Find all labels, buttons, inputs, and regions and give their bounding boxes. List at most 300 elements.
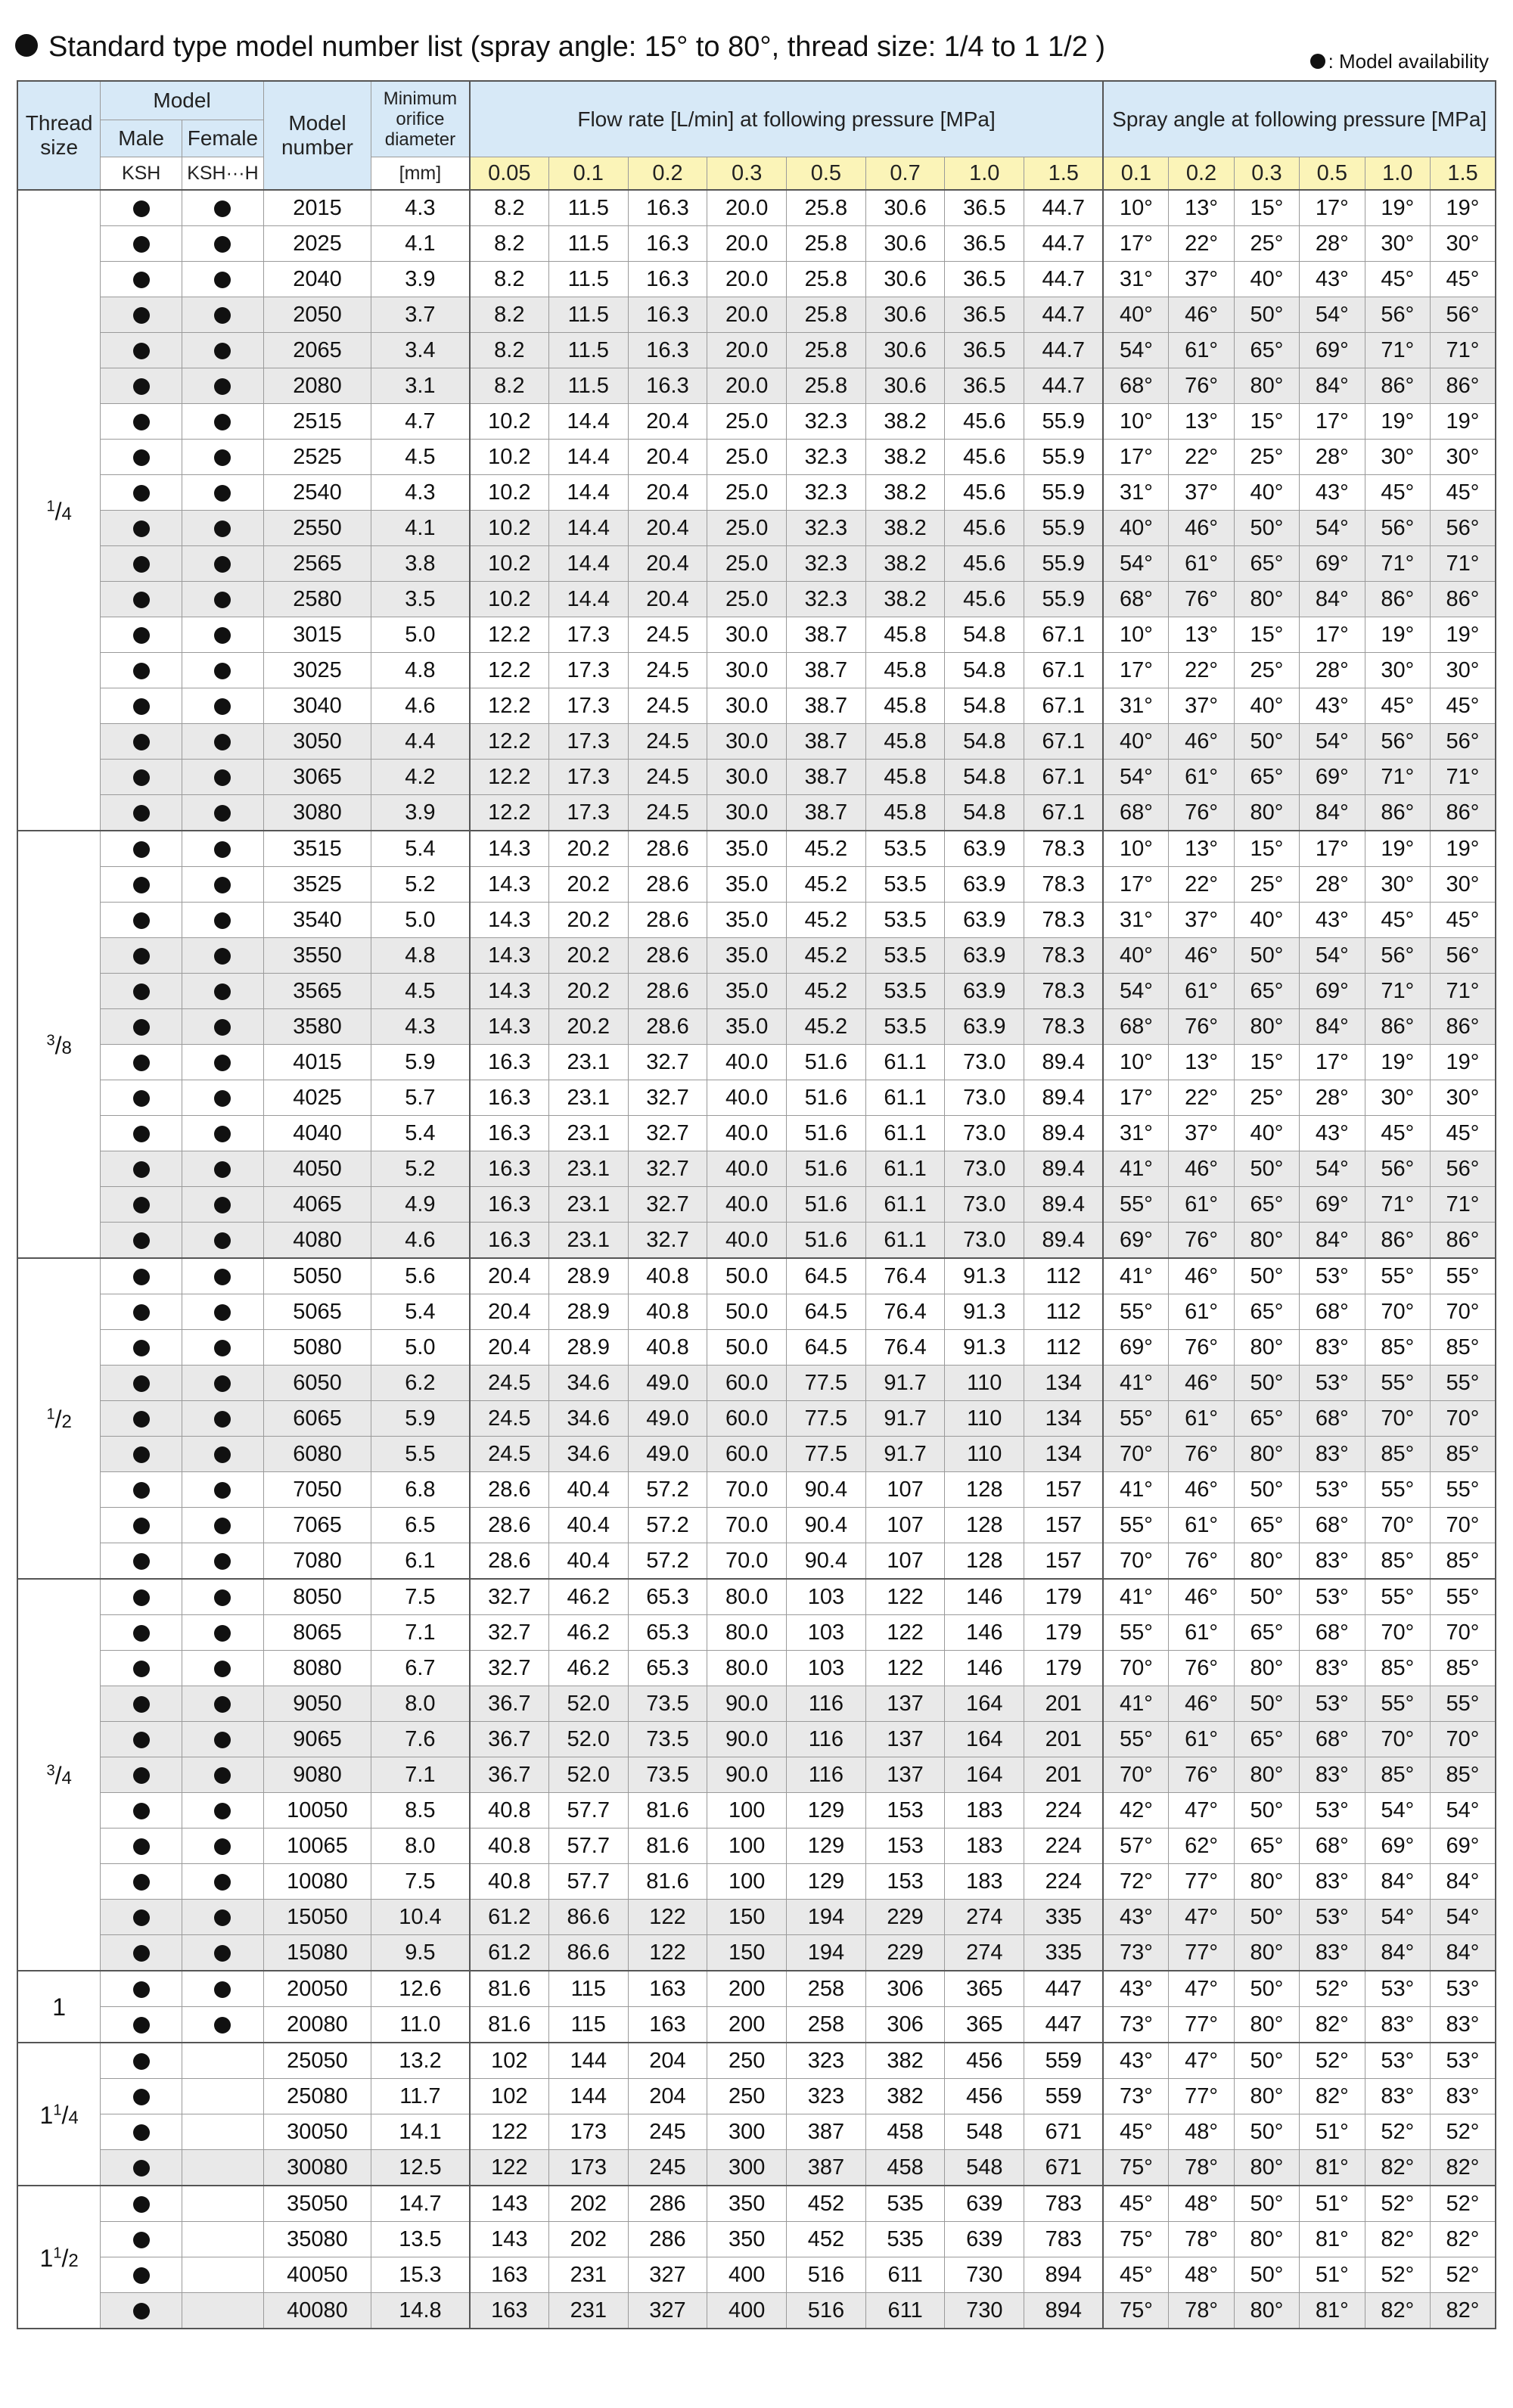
- page-title-text: Standard type model number list (spray angle: 15° to 80°, thread size: 1/4 to 1 1/2 ): [48, 31, 1106, 63]
- availability-dot-icon: [214, 663, 231, 679]
- flow-rate-cell: 103: [787, 1651, 866, 1686]
- orifice-cell: 4.9: [371, 1187, 470, 1223]
- flow-rate-cell: 20.2: [548, 1009, 628, 1045]
- flow-rate-cell: 387: [787, 2114, 866, 2150]
- flow-rate-cell: 91.7: [865, 1401, 945, 1437]
- male-availability-cell: [101, 1366, 182, 1401]
- flow-rate-cell: 163: [628, 2007, 707, 2043]
- orifice-cell: 6.8: [371, 1472, 470, 1508]
- flow-rate-cell: 202: [548, 2222, 628, 2257]
- spray-angle-cell: 81°: [1300, 2150, 1365, 2186]
- table-row: [17, 1686, 1496, 1722]
- flow-rate-cell: 36.5: [945, 333, 1024, 368]
- flow-rate-cell: 25.8: [787, 368, 866, 404]
- flow-rate-cell: 365: [945, 2007, 1024, 2043]
- flow-rate-cell: 45.2: [787, 867, 866, 903]
- flow-rate-cell: 73.5: [628, 1757, 707, 1793]
- spray-angle-cell: 84°: [1300, 795, 1365, 831]
- spray-angle-cell: 25°: [1234, 1080, 1299, 1116]
- spray-angle-cell: 37°: [1169, 688, 1234, 724]
- spray-angle-cell: 50°: [1234, 1686, 1299, 1722]
- flow-rate-cell: 50.0: [707, 1258, 787, 1294]
- flow-rate-cell: 63.9: [945, 867, 1024, 903]
- header-flow-rate: Flow rate [L/min] at following pressure [MPa]: [470, 81, 1104, 157]
- model-number-cell: 6050: [263, 1366, 371, 1401]
- thread-size-cell: $^1$/4: [17, 190, 101, 831]
- table-row: [17, 867, 1496, 903]
- thread-size-cell: $1^1/2$: [17, 2186, 101, 2329]
- spray-angle-cell: 19°: [1365, 617, 1430, 653]
- flow-rate-cell: 300: [707, 2150, 787, 2186]
- flow-rate-cell: 365: [945, 1971, 1024, 2007]
- flow-rate-cell: 20.4: [470, 1330, 549, 1366]
- flow-rate-cell: 81.6: [628, 1793, 707, 1829]
- flow-rate-cell: 115: [548, 2007, 628, 2043]
- flow-rate-cell: 63.9: [945, 974, 1024, 1009]
- flow-rate-cell: 14.4: [548, 582, 628, 617]
- spray-angle-cell: 25°: [1234, 440, 1299, 475]
- page-title: [15, 26, 1105, 68]
- availability-dot-icon: [133, 1838, 150, 1855]
- table-row: [17, 1864, 1496, 1900]
- male-availability-cell: [101, 1080, 182, 1116]
- flow-rate-cell: 78.3: [1024, 831, 1104, 867]
- spray-angle-cell: 55°: [1365, 1579, 1430, 1615]
- orifice-cell: 3.5: [371, 582, 470, 617]
- flow-rate-cell: 91.3: [945, 1258, 1024, 1294]
- flow-rate-cell: 73.0: [945, 1223, 1024, 1259]
- model-number-cell: 2540: [263, 475, 371, 511]
- spray-angle-cell: 85°: [1430, 1651, 1496, 1686]
- spray-angle-cell: 17°: [1103, 440, 1168, 475]
- male-availability-cell: [101, 974, 182, 1009]
- availability-dot-icon: [214, 912, 231, 929]
- availability-dot-icon: [133, 948, 150, 965]
- orifice-cell: 11.0: [371, 2007, 470, 2043]
- flow-rate-cell: 639: [945, 2222, 1024, 2257]
- flow-rate-cell: 78.3: [1024, 974, 1104, 1009]
- availability-dot-icon: [214, 1446, 231, 1463]
- flow-rate-cell: 20.2: [548, 903, 628, 938]
- male-availability-cell: [101, 2222, 182, 2257]
- spray-angle-cell: 45°: [1365, 475, 1430, 511]
- spray-angle-cell: 85°: [1365, 1651, 1430, 1686]
- male-availability-cell: [101, 1722, 182, 1757]
- spray-angle-cell: 69°: [1365, 1829, 1430, 1864]
- flow-rate-cell: 452: [787, 2186, 866, 2222]
- spray-angle-cell: 30°: [1365, 1080, 1430, 1116]
- spray-angle-cell: 54°: [1300, 511, 1365, 546]
- model-number-cell: 2065: [263, 333, 371, 368]
- orifice-cell: 4.3: [371, 190, 470, 226]
- spray-angle-cell: 80°: [1234, 1223, 1299, 1259]
- male-availability-cell: [101, 724, 182, 760]
- flow-rate-cell: 80.0: [707, 1615, 787, 1651]
- flow-rate-cell: 200: [707, 1971, 787, 2007]
- availability-dot-icon: [133, 1518, 150, 1534]
- availability-dot-icon: [214, 449, 231, 466]
- female-availability-cell: [182, 1971, 264, 2007]
- flow-rate-cell: 40.4: [548, 1472, 628, 1508]
- spray-angle-cell: 69°: [1103, 1330, 1168, 1366]
- male-availability-cell: [101, 2114, 182, 2150]
- spray-angle-cell: 17°: [1103, 653, 1168, 688]
- spray-angle-cell: 46°: [1169, 297, 1234, 333]
- flow-rate-cell: 55.9: [1024, 511, 1104, 546]
- male-availability-cell: [101, 440, 182, 475]
- spray-angle-cell: 50°: [1234, 1793, 1299, 1829]
- flow-rate-cell: 535: [865, 2222, 945, 2257]
- spray-angle-cell: 70°: [1103, 1651, 1168, 1686]
- flow-rate-cell: 183: [945, 1793, 1024, 1829]
- availability-dot-icon: [1310, 54, 1325, 69]
- model-number-cell: 3565: [263, 974, 371, 1009]
- flow-rate-cell: 23.1: [548, 1223, 628, 1259]
- flow-rate-cell: 23.1: [548, 1151, 628, 1187]
- male-availability-cell: [101, 1258, 182, 1294]
- availability-dot-icon: [133, 2196, 150, 2213]
- table-row: [17, 688, 1496, 724]
- male-availability-cell: [101, 1401, 182, 1437]
- flow-rate-cell: 40.8: [470, 1864, 549, 1900]
- flow-rate-cell: 12.2: [470, 724, 549, 760]
- flow-rate-cell: 91.3: [945, 1294, 1024, 1330]
- female-availability-cell: [182, 511, 264, 546]
- spray-angle-cell: 41°: [1103, 1579, 1168, 1615]
- model-number-cell: 35080: [263, 2222, 371, 2257]
- spray-angle-cell: 56°: [1430, 1151, 1496, 1187]
- spray-angle-cell: 50°: [1234, 1151, 1299, 1187]
- availability-dot-icon: [133, 1304, 150, 1321]
- flow-rate-cell: 86.6: [548, 1935, 628, 1971]
- flow-rate-cell: 55.9: [1024, 546, 1104, 582]
- spray-angle-cell: 15°: [1234, 617, 1299, 653]
- availability-dot-icon: [214, 414, 231, 430]
- header-spray-angle: Spray angle at following pressure [MPa]: [1103, 81, 1496, 157]
- spray-angle-cell: 80°: [1234, 1437, 1299, 1472]
- spray-angle-cell: 55°: [1103, 1401, 1168, 1437]
- male-availability-cell: [101, 1864, 182, 1900]
- flow-rate-cell: 90.4: [787, 1543, 866, 1580]
- male-availability-cell: [101, 546, 182, 582]
- spray-angle-cell: 62°: [1169, 1829, 1234, 1864]
- model-number-cell: 5050: [263, 1258, 371, 1294]
- flow-rate-cell: 35.0: [707, 938, 787, 974]
- orifice-cell: 5.9: [371, 1401, 470, 1437]
- spray-angle-cell: 70°: [1365, 1294, 1430, 1330]
- flow-rate-cell: 76.4: [865, 1258, 945, 1294]
- availability-dot-icon: [133, 627, 150, 644]
- availability-dot-icon: [214, 734, 231, 750]
- spray-angle-cell: 19°: [1365, 1045, 1430, 1080]
- flow-rate-cell: 16.3: [628, 368, 707, 404]
- flow-rate-cell: 20.0: [707, 297, 787, 333]
- spray-angle-cell: 65°: [1234, 760, 1299, 795]
- spray-angle-cell: 69°: [1103, 1223, 1168, 1259]
- spray-angle-cell: 55°: [1365, 1366, 1430, 1401]
- flow-rate-cell: 122: [628, 1935, 707, 1971]
- flow-rate-cell: 25.0: [707, 404, 787, 440]
- flow-rate-cell: 107: [865, 1543, 945, 1580]
- female-availability-cell: [182, 1330, 264, 1366]
- table-row: [17, 2114, 1496, 2150]
- spray-angle-cell: 40°: [1234, 903, 1299, 938]
- model-number-cell: 25050: [263, 2043, 371, 2079]
- spray-angle-cell: 56°: [1430, 297, 1496, 333]
- table-row: [17, 1722, 1496, 1757]
- spray-angle-cell: 37°: [1169, 903, 1234, 938]
- spray-angle-cell: 45°: [1430, 903, 1496, 938]
- flow-rate-cell: 639: [945, 2186, 1024, 2222]
- orifice-cell: 3.8: [371, 546, 470, 582]
- angle-pressure-header: 1.5: [1430, 157, 1496, 191]
- spray-angle-cell: 55°: [1365, 1258, 1430, 1294]
- orifice-cell: 15.3: [371, 2257, 470, 2293]
- flow-rate-cell: 57.7: [548, 1864, 628, 1900]
- female-availability-cell: [182, 1151, 264, 1187]
- spray-angle-cell: 53°: [1365, 1971, 1430, 2007]
- flow-rate-cell: 32.3: [787, 582, 866, 617]
- spray-angle-cell: 80°: [1234, 2007, 1299, 2043]
- flow-rate-cell: 14.4: [548, 404, 628, 440]
- spray-angle-cell: 54°: [1300, 724, 1365, 760]
- spray-angle-cell: 70°: [1103, 1757, 1168, 1793]
- spray-angle-cell: 43°: [1103, 1900, 1168, 1935]
- female-availability-cell: [182, 1793, 264, 1829]
- spray-angle-cell: 55°: [1430, 1686, 1496, 1722]
- flow-rate-cell: 46.2: [548, 1651, 628, 1686]
- spray-angle-cell: 22°: [1169, 1080, 1234, 1116]
- spray-angle-cell: 10°: [1103, 831, 1168, 867]
- flow-rate-cell: 30.6: [865, 190, 945, 226]
- female-availability-cell: [182, 1472, 264, 1508]
- spray-angle-cell: 30°: [1365, 440, 1430, 475]
- spray-angle-cell: 31°: [1103, 262, 1168, 297]
- flow-rate-cell: 452: [787, 2222, 866, 2257]
- flow-rate-cell: 90.4: [787, 1472, 866, 1508]
- availability-dot-icon: [214, 1553, 231, 1570]
- flow-rate-cell: 17.3: [548, 795, 628, 831]
- flow-rate-cell: 32.7: [628, 1223, 707, 1259]
- flow-rate-cell: 17.3: [548, 617, 628, 653]
- flow-rate-cell: 81.6: [470, 1971, 549, 2007]
- table-row: [17, 795, 1496, 831]
- female-availability-cell: [182, 1401, 264, 1437]
- flow-rate-cell: 25.8: [787, 297, 866, 333]
- spray-angle-cell: 73°: [1103, 1935, 1168, 1971]
- flow-rate-cell: 78.3: [1024, 867, 1104, 903]
- table-row: [17, 1187, 1496, 1223]
- orifice-cell: 11.7: [371, 2079, 470, 2114]
- flow-rate-cell: 258: [787, 2007, 866, 2043]
- flow-rate-cell: 35.0: [707, 903, 787, 938]
- orifice-cell: 7.5: [371, 1864, 470, 1900]
- flow-rate-cell: 60.0: [707, 1437, 787, 1472]
- availability-dot-icon: [214, 1945, 231, 1962]
- availability-dot-icon: [133, 343, 150, 359]
- table-row: [17, 2007, 1496, 2043]
- male-availability-cell: [101, 938, 182, 974]
- spray-angle-cell: 76°: [1169, 1223, 1234, 1259]
- legend-label: : Model availability: [1328, 50, 1489, 73]
- spray-angle-cell: 56°: [1365, 1151, 1430, 1187]
- flow-rate-cell: 70.0: [707, 1543, 787, 1580]
- spray-angle-cell: 61°: [1169, 974, 1234, 1009]
- flow-rate-cell: 73.0: [945, 1151, 1024, 1187]
- availability-dot-icon: [214, 1340, 231, 1356]
- flow-rate-cell: 150: [707, 1935, 787, 1971]
- spray-angle-cell: 19°: [1430, 617, 1496, 653]
- male-availability-cell: [101, 1757, 182, 1793]
- spray-angle-cell: 41°: [1103, 1472, 1168, 1508]
- female-availability-cell: [182, 760, 264, 795]
- flow-rate-cell: 327: [628, 2293, 707, 2329]
- spray-angle-cell: 28°: [1300, 440, 1365, 475]
- table-row: [17, 1116, 1496, 1151]
- flow-rate-cell: 35.0: [707, 1009, 787, 1045]
- spray-angle-cell: 70°: [1430, 1294, 1496, 1330]
- flow-rate-cell: 54.8: [945, 760, 1024, 795]
- flow-rate-cell: 306: [865, 1971, 945, 2007]
- flow-rate-cell: 40.0: [707, 1187, 787, 1223]
- flow-rate-cell: 45.8: [865, 617, 945, 653]
- flow-rate-cell: 103: [787, 1615, 866, 1651]
- female-availability-cell: [182, 617, 264, 653]
- male-availability-cell: [101, 1579, 182, 1615]
- flow-rate-cell: 20.2: [548, 938, 628, 974]
- spray-angle-cell: 75°: [1103, 2222, 1168, 2257]
- availability-dot-icon: [133, 1197, 150, 1213]
- flow-rate-cell: 28.6: [628, 1009, 707, 1045]
- flow-rate-cell: 559: [1024, 2079, 1104, 2114]
- availability-dot-icon: [214, 272, 231, 288]
- male-availability-cell: [101, 1330, 182, 1366]
- flow-rate-cell: 163: [470, 2257, 549, 2293]
- spray-angle-cell: 30°: [1430, 867, 1496, 903]
- availability-dot-icon: [133, 272, 150, 288]
- flow-rate-cell: 30.6: [865, 262, 945, 297]
- spray-angle-cell: 56°: [1365, 938, 1430, 974]
- model-number-cell: 10080: [263, 1864, 371, 1900]
- flow-rate-cell: 24.5: [470, 1401, 549, 1437]
- availability-dot-icon: [133, 1482, 150, 1499]
- availability-dot-icon: [214, 1232, 231, 1249]
- spray-angle-cell: 54°: [1365, 1900, 1430, 1935]
- spray-angle-cell: 82°: [1365, 2150, 1430, 2186]
- flow-rate-cell: 45.2: [787, 903, 866, 938]
- spray-angle-cell: 51°: [1300, 2114, 1365, 2150]
- flow-rate-cell: 10.2: [470, 546, 549, 582]
- availability-dot-icon: [214, 1269, 231, 1285]
- orifice-cell: 5.4: [371, 831, 470, 867]
- flow-pressure-header: 0.3: [707, 157, 787, 191]
- orifice-cell: 6.2: [371, 1366, 470, 1401]
- flow-rate-cell: 10.2: [470, 404, 549, 440]
- orifice-cell: 12.5: [371, 2150, 470, 2186]
- spray-angle-cell: 15°: [1234, 831, 1299, 867]
- flow-rate-cell: 40.0: [707, 1116, 787, 1151]
- model-number-cell: 4050: [263, 1151, 371, 1187]
- flow-pressure-header: 0.5: [787, 157, 866, 191]
- flow-rate-cell: 16.3: [470, 1151, 549, 1187]
- female-availability-cell: [182, 2222, 264, 2257]
- flow-rate-cell: 202: [548, 2186, 628, 2222]
- spray-angle-cell: 50°: [1234, 2114, 1299, 2150]
- spray-angle-cell: 51°: [1300, 2257, 1365, 2293]
- thread-size-cell: $^3$/4: [17, 1579, 101, 1971]
- orifice-cell: 13.5: [371, 2222, 470, 2257]
- flow-rate-cell: 129: [787, 1829, 866, 1864]
- flow-rate-cell: 730: [945, 2257, 1024, 2293]
- spray-angle-cell: 71°: [1430, 333, 1496, 368]
- spray-angle-cell: 50°: [1234, 1971, 1299, 2007]
- flow-pressure-header: 0.1: [548, 157, 628, 191]
- flow-rate-cell: 229: [865, 1900, 945, 1935]
- flow-rate-cell: 44.7: [1024, 190, 1104, 226]
- spray-angle-cell: 70°: [1430, 1508, 1496, 1543]
- spray-angle-cell: 86°: [1430, 1009, 1496, 1045]
- female-availability-cell: [182, 1116, 264, 1151]
- availability-dot-icon: [214, 1981, 231, 1998]
- flow-rate-cell: 57.2: [628, 1508, 707, 1543]
- flow-rate-cell: 54.8: [945, 688, 1024, 724]
- flow-rate-cell: 40.4: [548, 1543, 628, 1580]
- flow-rate-cell: 36.5: [945, 297, 1024, 333]
- flow-rate-cell: 50.0: [707, 1294, 787, 1330]
- flow-rate-cell: 32.7: [470, 1579, 549, 1615]
- flow-rate-cell: 100: [707, 1829, 787, 1864]
- flow-rate-cell: 49.0: [628, 1401, 707, 1437]
- flow-rate-cell: 45.8: [865, 760, 945, 795]
- flow-rate-cell: 231: [548, 2293, 628, 2329]
- availability-dot-icon: [133, 2017, 150, 2034]
- flow-rate-cell: 51.6: [787, 1080, 866, 1116]
- flow-rate-cell: 65.3: [628, 1615, 707, 1651]
- model-number-cell: 2025: [263, 226, 371, 262]
- flow-rate-cell: 11.5: [548, 262, 628, 297]
- flow-rate-cell: 24.5: [628, 688, 707, 724]
- flow-rate-cell: 50.0: [707, 1330, 787, 1366]
- orifice-cell: 5.4: [371, 1294, 470, 1330]
- table-row: [17, 297, 1496, 333]
- flow-rate-cell: 134: [1024, 1401, 1104, 1437]
- flow-rate-cell: 100: [707, 1793, 787, 1829]
- spray-angle-cell: 37°: [1169, 1116, 1234, 1151]
- availability-dot-icon: [133, 805, 150, 822]
- flow-rate-cell: 25.8: [787, 262, 866, 297]
- spray-angle-cell: 40°: [1234, 475, 1299, 511]
- table-row: [17, 1401, 1496, 1437]
- spray-angle-cell: 80°: [1234, 1330, 1299, 1366]
- male-availability-cell: [101, 1543, 182, 1580]
- spray-angle-cell: 84°: [1300, 368, 1365, 404]
- flow-rate-cell: 24.5: [628, 617, 707, 653]
- female-availability-cell: [182, 1009, 264, 1045]
- flow-rate-cell: 32.7: [628, 1045, 707, 1080]
- spray-angle-cell: 47°: [1169, 1793, 1234, 1829]
- flow-rate-cell: 137: [865, 1722, 945, 1757]
- table-row: [17, 1294, 1496, 1330]
- model-number-cell: 3540: [263, 903, 371, 938]
- flow-rate-cell: 25.8: [787, 226, 866, 262]
- spray-angle-cell: 19°: [1365, 190, 1430, 226]
- availability-dot-icon: [214, 1838, 231, 1855]
- spray-angle-cell: 65°: [1234, 1829, 1299, 1864]
- angle-pressure-header: 0.2: [1169, 157, 1234, 191]
- flow-rate-cell: 229: [865, 1935, 945, 1971]
- spray-angle-cell: 76°: [1169, 368, 1234, 404]
- flow-rate-cell: 23.1: [548, 1045, 628, 1080]
